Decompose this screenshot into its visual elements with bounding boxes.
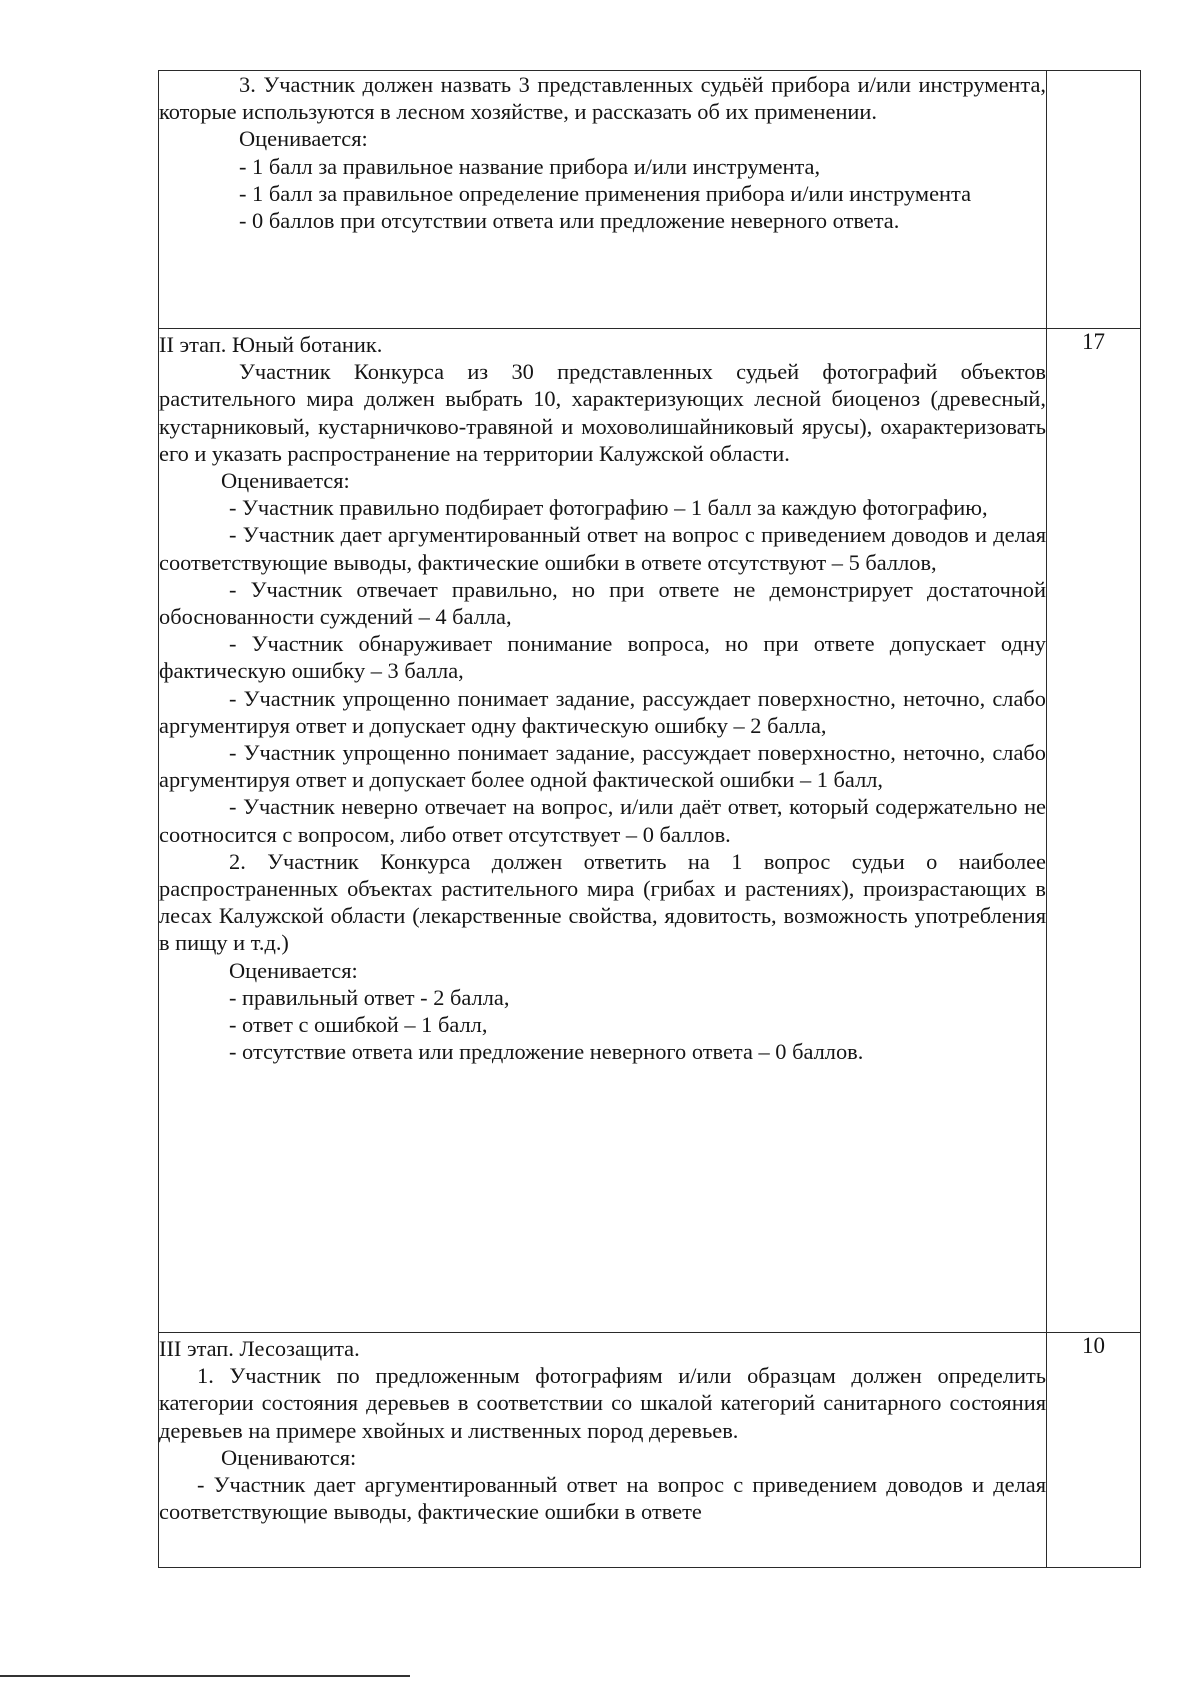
paragraph: - Участник упрощенно понимает задание, рассуждает поверхностно, неточно, слабо аргументируя ответ и допускает более одной фактической ошибки – 1 балл,: [159, 740, 1046, 793]
paragraph: - 0 баллов при отсутствии ответа или предложение неверного ответа.: [239, 208, 900, 234]
criteria-table: [158, 70, 1141, 1568]
paragraph: Оцениваются:: [221, 1444, 357, 1470]
criteria-cell: [159, 71, 1047, 329]
paragraph: - Участник дает аргументированный ответ на вопрос с приведением доводов и делая соответствующие выводы, фактические ошибки в ответе отсутствуют – 5 баллов,: [159, 522, 1046, 575]
table-row: [159, 329, 1141, 1333]
paragraph: - Участник упрощенно понимает задание, рассуждает поверхностно, неточно, слабо аргументируя ответ и допускает одну фактическую ошибку – 2 балла,: [159, 685, 1046, 738]
stage-heading: III этап. Лесозащита.: [159, 1336, 360, 1361]
paragraph: Оценивается:: [221, 468, 350, 494]
score-cell: 17: [1047, 329, 1141, 1333]
table-row: [159, 71, 1141, 329]
paragraph: 1. Участник по предложенным фотографиям и/или образцам должен определить категории состояния деревьев в соответствии со шкалой категорий санитарного состояния деревьев на примере хвойных и лиственных пород деревьев.: [159, 1363, 1046, 1443]
paragraph: - 1 балл за правильное определение применения прибора и/или инструмента: [239, 180, 972, 206]
paragraph: 3. Участник должен назвать 3 представленных судьёй прибора и/или инструмента, которые используются в лесном хозяйстве, и рассказать об их применении.: [159, 72, 1046, 125]
criteria-cell: [159, 1333, 1047, 1568]
criteria-cell: [159, 329, 1047, 1333]
score-cell: [1047, 71, 1141, 329]
paragraph: - Участник правильно подбирает фотографию – 1 балл за каждую фотографию,: [229, 495, 988, 521]
paragraph: Участник Конкурса из 30 представленных судьей фотографий объектов растительного мира должен выбрать 10, характеризующих лесной биоценоз (древесный, кустарниковый, кустарничково-травяной и моховолишайниковый ярусы), охарактеризовать его и указать распространение на территории Калужской области.: [159, 359, 1046, 466]
paragraph: - Участник обнаруживает понимание вопроса, но при ответе допускает одну фактическую ошибку – 3 балла,: [159, 631, 1046, 684]
page-edge-line: [0, 1675, 410, 1677]
paragraph: - Участник неверно отвечает на вопрос, и/или даёт ответ, который содержательно не соотносится с вопросом, либо ответ отсутствует – 0 баллов.: [159, 794, 1046, 847]
paragraph: - ответ с ошибкой – 1 балл,: [229, 1012, 488, 1038]
paragraph: Оценивается:: [229, 957, 358, 983]
paragraph: - Участник дает аргументированный ответ на вопрос с приведением доводов и делая соответствующие выводы, фактические ошибки в ответе: [159, 1472, 1046, 1525]
score-cell: 10: [1047, 1333, 1141, 1568]
paragraph: Оценивается:: [239, 126, 368, 152]
paragraph: 2. Участник Конкурса должен ответить на 1 вопрос судьи о наиболее распространенных объектах растительного мира (грибах и растениях), произрастающих в лесах Калужской области (лекарственные свойства, ядовитость, возможность употребления в пищу и т.д.): [159, 848, 1046, 956]
stage-heading: II этап. Юный ботаник.: [159, 332, 383, 357]
table-row: [159, 1333, 1141, 1568]
paragraph: - правильный ответ - 2 балла,: [229, 984, 510, 1010]
paragraph: - 1 балл за правильное название прибора и/или инструмента,: [239, 153, 821, 179]
paragraph: - отсутствие ответа или предложение неверного ответа – 0 баллов.: [229, 1039, 864, 1065]
paragraph: - Участник отвечает правильно, но при ответе не демонстрирует достаточной обоснованности суждений – 4 балла,: [159, 576, 1046, 630]
